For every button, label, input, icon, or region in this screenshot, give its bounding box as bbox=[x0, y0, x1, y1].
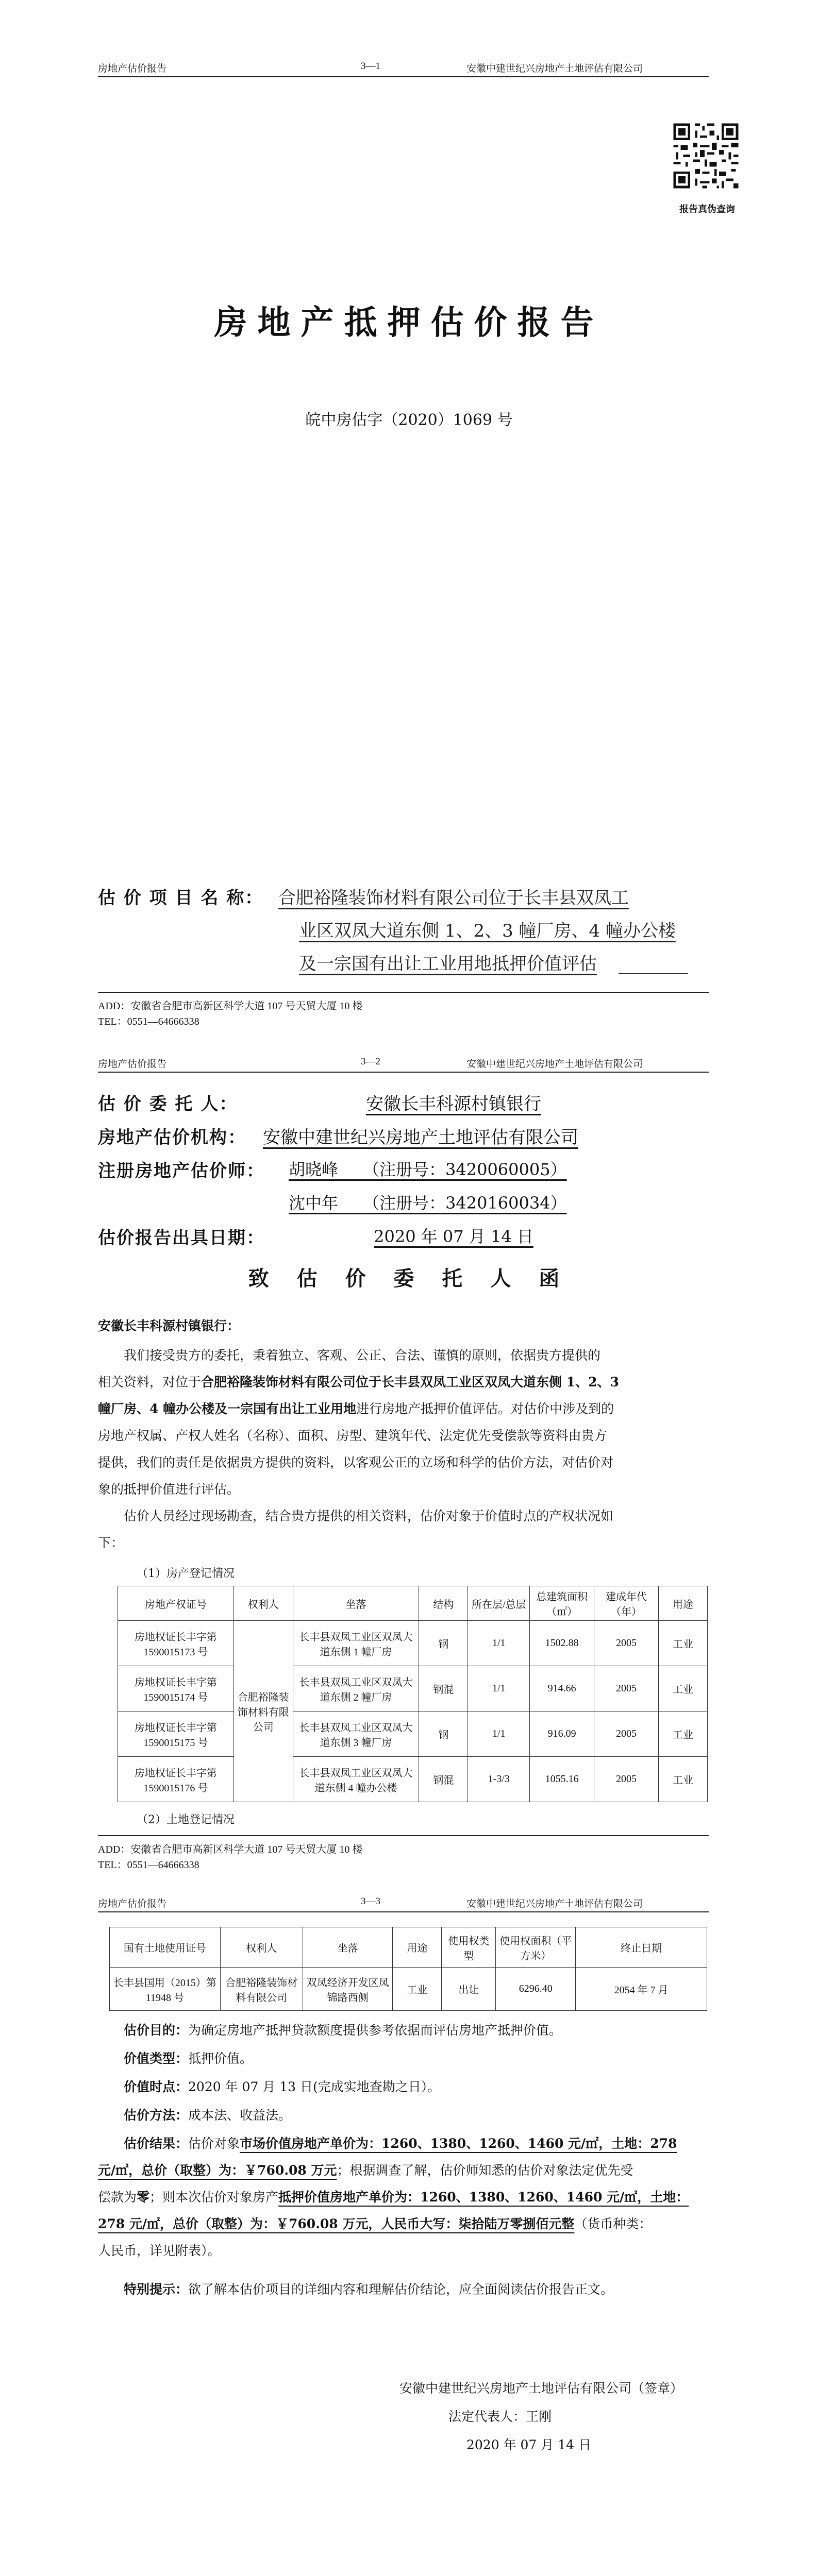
house-owner-cell: 合肥裕隆装饰材料有限公司 bbox=[233, 1621, 293, 1802]
agency-label: 房地产估价机构： bbox=[98, 1127, 246, 1148]
house-col-year: 建成年代（年） bbox=[594, 1586, 659, 1621]
table-row: 长丰县国用（2015）第 11948 号 合肥裕隆装饰材料有限公司 双凤经济开发区凤锦路西侧 工业 出让 6296.40 2054 年 7 月 bbox=[110, 1968, 707, 2011]
page1-header-rule bbox=[98, 76, 709, 77]
page1-footer-rule bbox=[98, 992, 709, 993]
house-registration-table bbox=[118, 1586, 708, 1802]
house-col-owner: 权利人 bbox=[233, 1586, 293, 1621]
para1-line-e: 提供，我们的责任是依据贵方提供的资料，以客观公正的立场和科学的估价方法，对估价对 bbox=[98, 1455, 614, 1470]
table-row: 房地权证长丰字第 1590015173 号 合肥裕隆装饰材料有限公司 长丰县双凤工业区双凤大道东侧 1 幢厂房 钢 1/1 1502.88 2005 工业 bbox=[118, 1621, 708, 1666]
result-paragraph: 估价结果：估价对象市场价值房地产单价为：1260、1380、1260、1460 元/㎡，土地：278 元/㎡，总价（取整）为：￥760.08 万元；根据调查了解，估价师知悉的估价对象法定优先受 偿款为零；则本次估价对象房产抵押价值房地产单价为：1260、1380、1260、1460 元/㎡，土地： 278 元/㎡，总价（取整）为：￥760.08 万元，人民币大写：柒拾陆万零捌佰元整（货币种类： 人民币，详见附表）。 bbox=[98, 2136, 689, 2258]
land-col-owner: 权利人 bbox=[220, 1927, 303, 1968]
letter-salutation: 安徽长丰科源村镇银行： bbox=[98, 1318, 240, 1333]
letter-title: 致 估 价 委 托 人 函 bbox=[248, 1266, 570, 1291]
purpose-text: 为确定房地产抵押贷款额度提供参考依据而评估房地产抵押价值。 bbox=[188, 2023, 562, 2038]
signature-date: 2020 年 07 月 14 日 bbox=[466, 2437, 591, 2452]
client-value: 安徽长丰科源村镇银行 bbox=[366, 1094, 541, 1114]
page3-header-page: 3—3 bbox=[361, 1896, 380, 1907]
report-date-label: 估价报告出具日期： bbox=[98, 1228, 265, 1248]
land-col-area: 使用权面积（平方米） bbox=[496, 1927, 576, 1968]
land-col-type: 使用权类型 bbox=[442, 1927, 496, 1968]
house-col-use: 用途 bbox=[659, 1586, 708, 1621]
page2-header-rule bbox=[98, 1072, 709, 1073]
land-table-caption: （2）土地登记情况 bbox=[137, 1814, 235, 1826]
para1-line-a: 我们接受贵方的委托，秉着独立、客观、公正、合法、谨慎的原则，依据贵方提供的 bbox=[124, 1348, 601, 1363]
project-name-label: 估 价 项 目 名 称： bbox=[98, 888, 264, 908]
page2-header-left: 房地产估价报告 bbox=[98, 1059, 167, 1070]
qr-caption: 报告真伪查询 bbox=[679, 204, 735, 215]
page2-header-page: 3—2 bbox=[361, 1056, 380, 1067]
page2-footer-rule bbox=[98, 1835, 709, 1836]
house-table-header-row bbox=[118, 1586, 708, 1621]
land-col-end-date: 终止日期 bbox=[576, 1927, 707, 1968]
signature-company: 安徽中建世纪兴房地产土地评估有限公司（签章） bbox=[399, 2381, 683, 2396]
page1-header-right: 安徽中建世纪兴房地产土地评估有限公司 bbox=[466, 63, 643, 74]
house-col-area: 总建筑面积（㎡） bbox=[530, 1586, 594, 1621]
page1-footer-tel: TEL：0551—64666338 bbox=[98, 1016, 199, 1027]
method-line: 估价方法：成本法、收益法。 bbox=[124, 2108, 292, 2123]
page2-footer-tel: TEL：0551—64666338 bbox=[98, 1859, 199, 1871]
house-col-structure: 结构 bbox=[419, 1586, 468, 1621]
appraiser-2: 沈中年 （注册号：3420160034） bbox=[289, 1193, 567, 1213]
page3-header-left: 房地产估价报告 bbox=[98, 1899, 167, 1909]
table-row: 房地权证长丰字第 1590015175 号 长丰县双凤工业区双凤大道东侧 3 幢厂房 钢 1/1 916.09 2005 工业 bbox=[118, 1711, 708, 1757]
house-col-location: 坐落 bbox=[293, 1586, 419, 1621]
value-time-line: 价值时点：2020 年 07 月 13 日(完成实地查勘之日）。 bbox=[124, 2079, 441, 2094]
table-row: 房地权证长丰字第 1590015176 号 长丰县双凤工业区双凤大道东侧 4 幢办公楼 钢混 1-3/3 1055.16 2005 工业 bbox=[118, 1757, 708, 1802]
land-col-cert: 国有土地使用证号 bbox=[110, 1927, 221, 1968]
purpose-line bbox=[124, 2017, 562, 2044]
land-registration-table bbox=[109, 1927, 707, 2011]
client-label: 估 价 委 托 人： bbox=[98, 1094, 238, 1114]
page3-header-right: 安徽中建世纪兴房地产土地评估有限公司 bbox=[466, 1899, 643, 1909]
report-number: 皖中房估字（2020）1069 号 bbox=[305, 411, 513, 429]
page1-header-page: 3—1 bbox=[361, 61, 380, 72]
agency-value: 安徽中建世纪兴房地产土地评估有限公司 bbox=[263, 1127, 578, 1148]
para1-line-f: 象的抵押价值进行评估。 bbox=[98, 1482, 240, 1497]
report-date-value: 2020 年 07 月 14 日 bbox=[374, 1227, 533, 1246]
page1-header-left: 房地产估价报告 bbox=[98, 63, 167, 74]
purpose-label: 估价目的： bbox=[124, 2023, 189, 2038]
land-table-header-row bbox=[110, 1927, 707, 1968]
page2-footer-address: ADD：安徽省合肥市高新区科学大道 107 号天贸大厦 10 楼 bbox=[98, 1844, 363, 1855]
appraiser-label: 注册房地产估价师： bbox=[98, 1161, 265, 1181]
page2-header-right: 安徽中建世纪兴房地产土地评估有限公司 bbox=[466, 1059, 643, 1070]
report-title: 房地产抵押估价报告 bbox=[214, 303, 604, 342]
special-tip-line: 特别提示：欲了解本估价项目的详细内容和理解估价结论，应全面阅读估价报告正文。 bbox=[124, 2282, 614, 2297]
para1-line-c: 幢厂房、4 幢办公楼及一宗国有出让工业用地进行房地产抵押价值评估。对估价中涉及到的 bbox=[98, 1401, 614, 1416]
signature-representative: 法定代表人：王刚 bbox=[448, 2409, 552, 2424]
para1-line-d: 房地产权属、产权人姓名（名称）、面积、房型、建筑年代、法定优先受偿款等资料由贵方 bbox=[98, 1428, 607, 1443]
value-type-line: 价值类型：抵押价值。 bbox=[124, 2051, 253, 2066]
table-row: 房地权证长丰字第 1590015174 号 长丰县双凤工业区双凤大道东侧 2 幢厂房 钢混 1/1 914.66 2005 工业 bbox=[118, 1666, 708, 1711]
house-col-floor: 所在层/总层 bbox=[468, 1586, 530, 1621]
house-col-cert: 房地产权证号 bbox=[118, 1586, 234, 1621]
project-name-line1: 合肥裕隆装饰材料有限公司位于长丰县双凤工 bbox=[278, 888, 629, 908]
land-col-location: 坐落 bbox=[303, 1927, 393, 1968]
project-name-line2: 业区双凤大道东侧 1、2、3 幢厂房、4 幢办公楼 bbox=[299, 921, 676, 941]
project-name-line3: 及一宗国有出让工业用地抵押价值评估 bbox=[299, 954, 597, 974]
letter-paragraph-1 bbox=[98, 1342, 711, 1503]
letter-paragraph-2: 估价人员经过现场勘查，结合贵方提供的相关资料，估价对象于价值时点的产权状况如 下： bbox=[98, 1509, 614, 1550]
house-table-caption: （1）房产登记情况 bbox=[137, 1567, 235, 1580]
qr-code-icon[interactable] bbox=[671, 121, 741, 191]
page3-header-rule bbox=[98, 1911, 709, 1912]
project-name-underline-tail bbox=[619, 973, 688, 974]
land-col-use: 用途 bbox=[393, 1927, 442, 1968]
page1-footer-address: ADD：安徽省合肥市高新区科学大道 107 号天贸大厦 10 楼 bbox=[98, 1001, 363, 1012]
appraiser-1: 胡晓峰 （注册号：3420060005） bbox=[289, 1160, 567, 1179]
para1-line-b: 相关资料，对位于合肥裕隆装饰材料有限公司位于长丰县双凤工业区双凤大道东侧 1、2、3 bbox=[98, 1375, 619, 1389]
